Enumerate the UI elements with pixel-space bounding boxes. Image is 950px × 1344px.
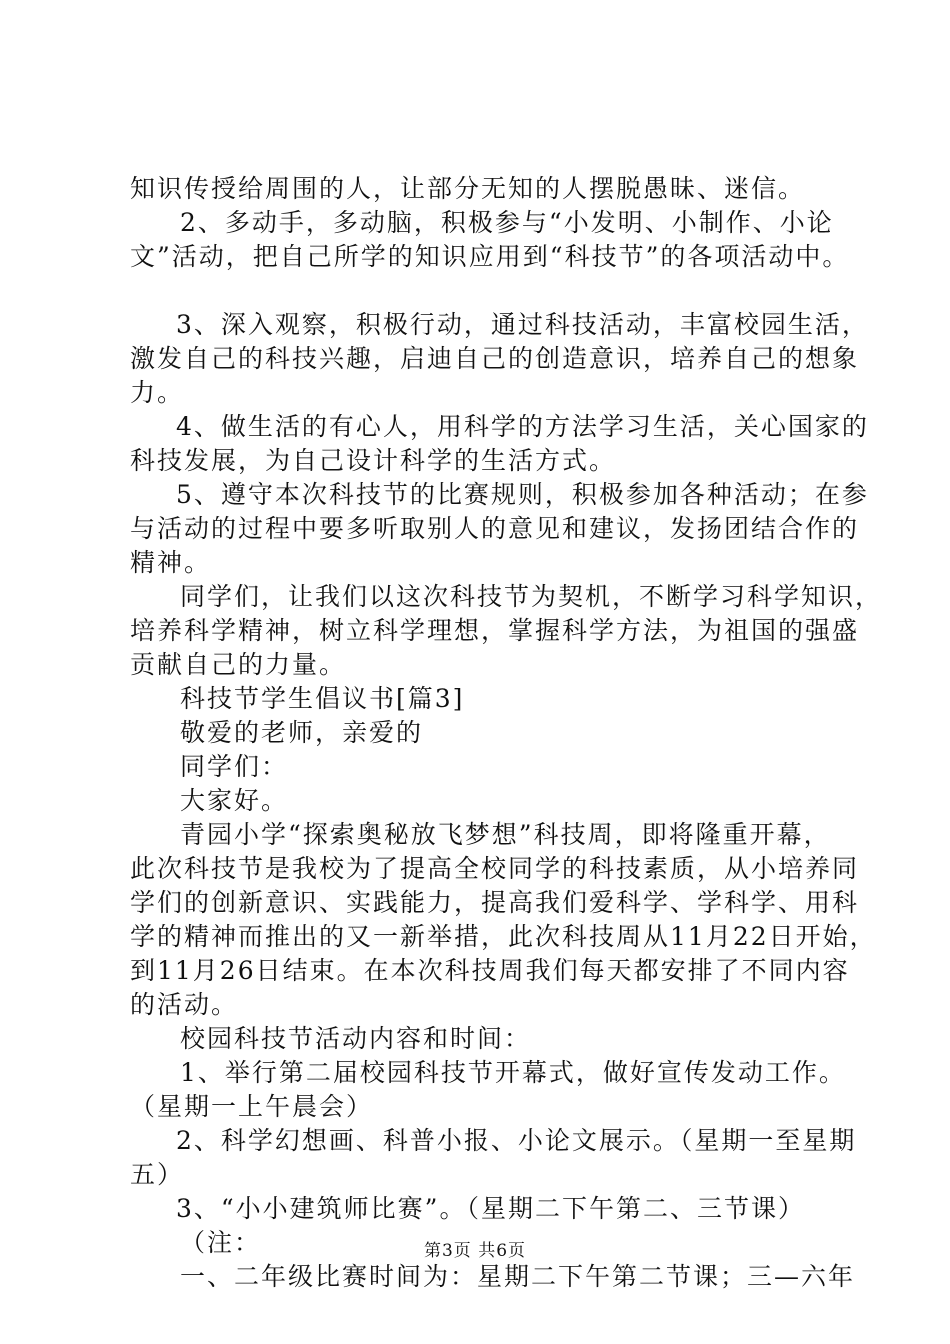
text-line: 3、“小小建筑师比赛”。（星期二下午第二、三节课） [176, 1194, 805, 1223]
text-line: 与活动的过程中要多听取别人的意见和建议，发扬团结合作的 [130, 514, 860, 543]
text-line: 文”活动，把自己所学的知识应用到“科技节”的各项活动中。 [130, 242, 850, 271]
text-line: 4、做生活的有心人，用科学的方法学习生活，关心国家的 [176, 412, 869, 441]
text-line: 1、举行第二届校园科技节开幕式，做好宣传发动工作。 [180, 1058, 846, 1087]
text-line: 到11月26日结束。在本次科技周我们每天都安排了不同内容 [130, 956, 850, 985]
text-line: 同学们，让我们以这次科技节为契机，不断学习科学知识， [180, 582, 883, 611]
document-body [130, 172, 883, 1294]
text-line: 2、多动手，多动脑，积极参与“小发明、小制作、小论 [180, 208, 834, 237]
text-line: 培养科学精神，树立科学理想，掌握科学方法，为祖国的强盛 [130, 616, 860, 645]
text-line: 科技发展，为自己设计科学的生活方式。 [130, 446, 617, 475]
text-line: 2、科学幻想画、科普小报、小论文展示。（星期一至星期 [176, 1126, 857, 1155]
text-line: 校园科技节活动内容和时间： [180, 1024, 532, 1053]
salutation: 敬爱的老师，亲爱的 [180, 718, 424, 747]
text-line: 青园小学“探索奥秘放飞梦想”科技周，即将隆重开幕， [180, 820, 831, 849]
text-line: 学们的创新意识、实践能力，提高我们爱科学、学科学、用科 [130, 888, 860, 917]
text-line: 激发自己的科技兴趣，启迪自己的创造意识，培养自己的想象 [130, 344, 860, 373]
paragraph-gap [130, 274, 850, 308]
greeting: 大家好。 [180, 786, 289, 815]
text-line: 学的精神而推出的又一新举措，此次科技周从11月22日开始， [130, 922, 877, 951]
salutation: 同学们： [180, 752, 289, 781]
text-line: 此次科技节是我校为了提高全校同学的科技素质，从小培养同 [130, 854, 860, 883]
text-line: 一、二年级比赛时间为：星期二下午第二节课；三—六年 [180, 1262, 856, 1291]
page-number-footer: 第3页 共6页 [423, 1241, 527, 1261]
text-line: 知识传授给周围的人，让部分无知的人摆脱愚昧、迷信。 [130, 174, 806, 203]
text-line: （星期一上午晨会） [130, 1092, 374, 1121]
text-line: 贡献自己的力量。 [130, 650, 347, 679]
text-line: 3、深入观察，积极行动，通过科技活动，丰富校园生活， [176, 310, 869, 339]
text-line: 精神。 [130, 548, 212, 577]
text-line: 力。 [130, 378, 185, 407]
section-title: 科技节学生倡议书[篇3] [180, 684, 465, 713]
text-line: 5、遵守本次科技节的比赛规则，积极参加各种活动；在参 [176, 480, 869, 509]
text-line: 五） [130, 1160, 185, 1189]
text-line: （注： [180, 1228, 262, 1257]
text-line: 的活动。 [130, 990, 239, 1019]
